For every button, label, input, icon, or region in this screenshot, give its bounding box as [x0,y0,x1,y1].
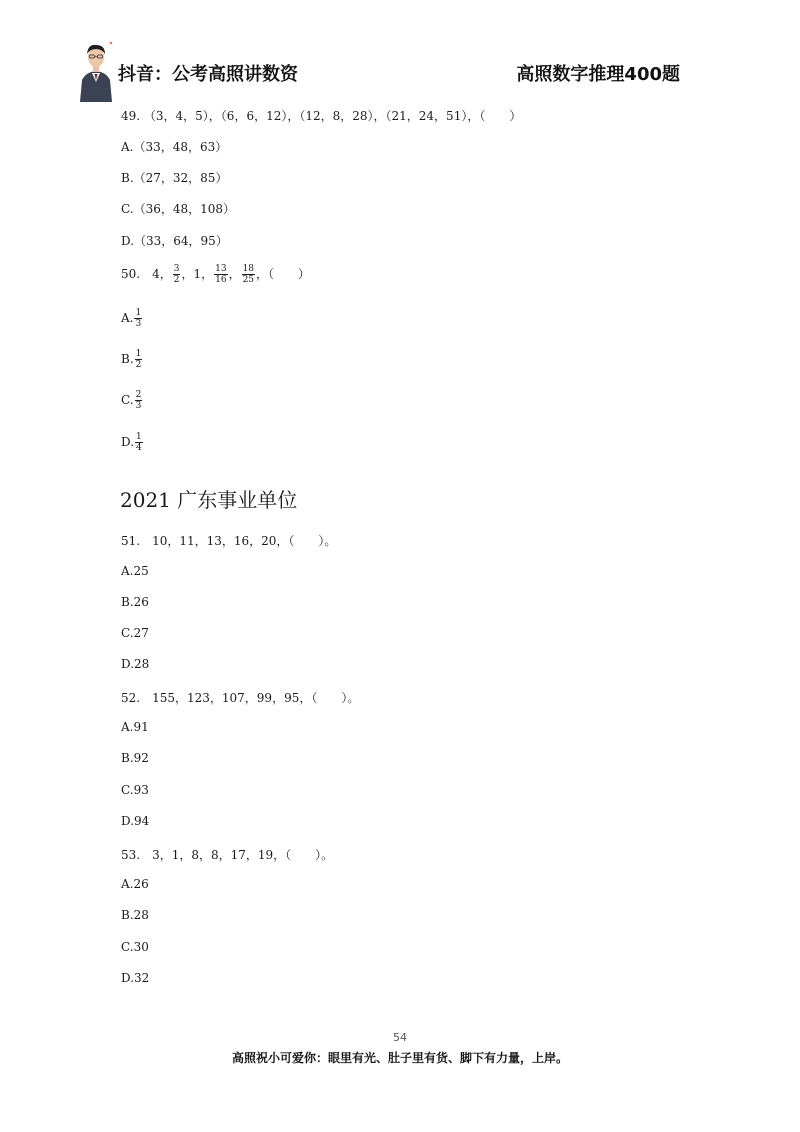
fraction: $\frac{3}{2}$ [173,264,180,285]
author-photo [78,40,114,102]
question-53-option-c: C.30 [121,940,149,954]
question-49-option-a: A.（33，48，63） [121,140,228,154]
question-52-option-c: C.93 [121,783,149,797]
question-49-option-c: C.（36，48，108） [121,202,236,216]
question-50-option-d: D. $\frac{1}{4}$ [121,432,142,453]
question-50-option-b: B. $\frac{1}{2}$ [121,349,142,370]
question-52-option-d: D.94 [121,814,150,828]
fraction: $\frac{1}{3}$ [135,308,142,329]
header-channel-name: 抖音：公考高照讲数资 [118,64,298,85]
question-49-stem: 49. （3，4，5），（6，6，12），（12，8，28），（21，24，51），（ ） [121,109,522,123]
question-51-option-a: A.25 [121,564,149,578]
question-50-stem: 50. 4， $\frac{3}{2}$ ，1， $\frac{13}{16}$ ， $\frac{18}{25}$ ，（ ） [121,264,311,285]
question-50-option-c: C. $\frac{2}{3}$ [121,390,142,411]
question-53-option-a: A.26 [121,877,149,891]
question-53-option-b: B.28 [121,908,149,922]
question-52-option-a: A.91 [121,720,149,734]
question-51-option-c: C.27 [121,626,149,640]
question-53-option-d: D.32 [121,971,150,985]
question-50-prefix: 50. 4， [121,267,172,281]
section-title: 2021 广东事业单位 [120,488,298,512]
question-49-option-d: D.（33，64，95） [121,234,228,248]
header-book-title: 高照数字推理400题 [516,64,680,85]
fraction: $\frac{2}{3}$ [135,390,142,411]
question-52-option-b: B.92 [121,751,149,765]
fraction: $\frac{1}{2}$ [135,349,142,370]
question-49-option-b: B.（27，32，85） [121,171,228,185]
question-52-stem: 52. 155，123，107，99，95，（ ）。 [121,691,360,705]
fraction: $\frac{13}{16}$ [215,264,227,285]
fraction: $\frac{1}{4}$ [136,432,142,453]
page-number: 54 [393,1031,407,1044]
question-51-option-b: B.26 [121,595,149,609]
fraction: $\frac{18}{25}$ [242,264,255,285]
question-50-option-a: A. $\frac{1}{3}$ [121,308,142,329]
footer-slogan: 高照祝小可爱你：眼里有光、肚子里有货、脚下有力量，上岸。 [231,1051,568,1065]
question-51-stem: 51. 10，11，13，16，20，（ ）。 [121,534,337,548]
question-53-stem: 53. 3，1，8，8，17，19，（ ）。 [121,848,334,862]
question-51-option-d: D.28 [121,657,150,671]
